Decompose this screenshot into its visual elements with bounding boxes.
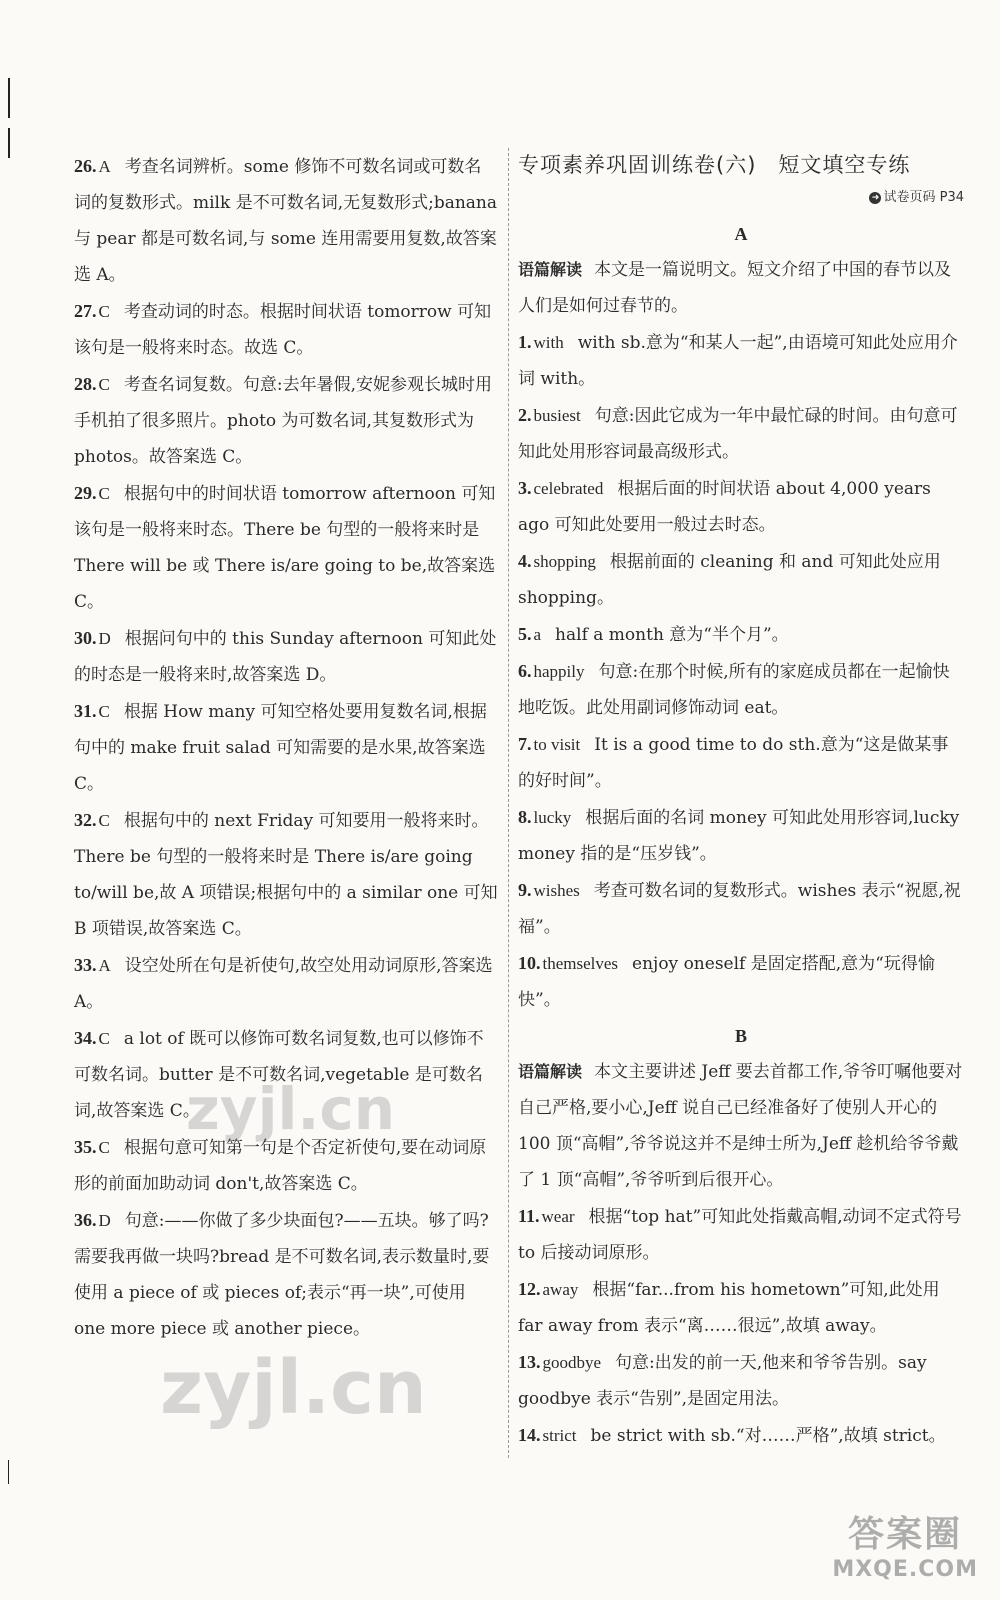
- answer-explanation: 根据“top hat”可知此处指戴高帽,动词不定式符号 to 后接动词原形。: [518, 1207, 962, 1263]
- answer-key: happily: [533, 662, 585, 681]
- answer-explanation: be strict with sb.“对……严格”,故填 strict。: [590, 1426, 946, 1446]
- answer-number: 33.: [74, 955, 97, 975]
- column-divider: [508, 148, 509, 1458]
- answer-item: [518, 799, 964, 872]
- answer-number: 2.: [518, 405, 532, 425]
- answer-key: goodbye: [542, 1353, 602, 1372]
- answer-key: A: [98, 956, 111, 975]
- answer-number: 30.: [74, 628, 97, 648]
- site-logo: [832, 1506, 978, 1582]
- answer-item: [518, 1198, 964, 1271]
- answer-number: 31.: [74, 701, 97, 721]
- scan-mark: [8, 128, 10, 158]
- answer-explanation: 句意:出发的前一天,他来和爷爷告别。say goodbye 表示“告别”,是固定用法。: [518, 1353, 927, 1409]
- answer-item: [518, 726, 964, 799]
- answer-explanation: 根据句中的时间状语 tomorrow afternoon 可知该句是一般将来时态。There be 句型的一般将来时是 There will be 或 There is/are going to be,故答案选 C。: [74, 484, 496, 612]
- answer-item: [518, 1271, 964, 1344]
- answer-number: 4.: [518, 551, 532, 571]
- answer-item: [74, 620, 498, 693]
- answer-explanation: 句意:因此它成为一年中最忙碌的时间。由句意可知此处用形容词最高级形式。: [518, 406, 958, 462]
- intro-text: 本文主要讲述 Jeff 要去首都工作,爷爷叮嘱他要对自己严格,要小心,Jeff 说自己已经准备好了使别人开心的 100 顶“高帽”,爷爷说这并不是绅士所为,Jeff 趁机给爷爷戴了 1 顶“高帽”,爷爷听到后很开心。: [518, 1062, 963, 1190]
- answer-item: [74, 366, 498, 475]
- watermark: zyjl.cn: [186, 1075, 396, 1143]
- right-column: [518, 148, 964, 1454]
- section-title: [518, 148, 964, 188]
- answer-key: away: [542, 1280, 579, 1299]
- answer-item: [74, 293, 498, 366]
- answer-explanation: 考查可数名词的复数形式。wishes 表示“祝愿,祝福”。: [518, 881, 961, 937]
- answer-number: 34.: [74, 1028, 97, 1048]
- answer-item: [518, 1417, 964, 1454]
- answer-explanation: enjoy oneself 是固定搭配,意为“玩得愉快”。: [518, 954, 935, 1010]
- answer-explanation: 根据句中的 next Friday 可知要用一般将来时。There be 句型的一般将来时是 There is/are going to/will be,故 A 项错误;根据句中的 a similar one 可知 B 项错误,故答案选 C。: [74, 811, 498, 939]
- logo-text: 答案圈: [848, 1514, 963, 1555]
- answer-number: 5.: [518, 624, 532, 644]
- answer-key: celebrated: [533, 479, 604, 498]
- answer-explanation: 考查动词的时态。根据时间状语 tomorrow 可知该句是一般将来时态。故选 C。: [74, 302, 492, 358]
- logo-url: MXQE.COM: [832, 1557, 978, 1582]
- section-title-main: 专项素养巩固训练卷(六): [518, 153, 757, 177]
- answer-key: C: [98, 1138, 110, 1157]
- answer-number: 26.: [74, 156, 97, 176]
- answer-number: 6.: [518, 661, 532, 681]
- answer-explanation: 根据后面的名词 money 可知此处用形容词,lucky money 指的是“压岁钱”。: [518, 808, 960, 864]
- answer-item: [518, 1344, 964, 1417]
- answer-item: [518, 397, 964, 470]
- intro-label: 语篇解读: [518, 260, 583, 279]
- answer-key: wear: [541, 1207, 575, 1226]
- answer-number: 29.: [74, 483, 97, 503]
- answer-number: 3.: [518, 478, 532, 498]
- answer-item: [74, 1202, 498, 1347]
- page-reference-text: 试卷页码 P34: [883, 190, 964, 205]
- answer-number: 36.: [74, 1210, 97, 1230]
- answer-item: [518, 470, 964, 543]
- answer-number: 12.: [518, 1279, 541, 1299]
- answer-key: D: [98, 629, 111, 648]
- part-a-heading: A: [734, 224, 748, 244]
- watermark: zyjl.cn: [160, 1345, 427, 1431]
- answer-key: shopping: [533, 552, 596, 571]
- answer-item: [518, 324, 964, 397]
- answer-key: A: [98, 157, 111, 176]
- answer-number: 9.: [518, 880, 532, 900]
- answer-item: [74, 693, 498, 802]
- answer-item: [518, 945, 964, 1018]
- answer-explanation: 设空处所在句是祈使句,故空处用动词原形,答案选 A。: [74, 956, 493, 1012]
- answer-number: 1.: [518, 332, 532, 352]
- answer-key: strict: [542, 1426, 577, 1445]
- answer-key: lucky: [533, 808, 572, 827]
- answer-key: D: [98, 1211, 111, 1230]
- answer-item: [74, 148, 498, 293]
- answer-number: 35.: [74, 1137, 97, 1157]
- answer-explanation: 句意:——你做了多少块面包?——五块。够了吗?需要我再做一块吗?bread 是不可数名词,表示数量时,要使用 a piece of 或 pieces of;表示“再一块”,可使用 one more piece 或 another piece。: [74, 1211, 490, 1339]
- page-reference: [518, 188, 964, 216]
- answer-explanation: a lot of 既可以修饰可数名词复数,也可以修饰不可数名词。butter 是不可数名词,vegetable 是可数名词,故答案选 C。: [74, 1029, 484, 1121]
- intro-text: 本文是一篇说明文。短文介绍了中国的春节以及人们是如何过春节的。: [518, 260, 952, 316]
- answer-key: C: [98, 1029, 110, 1048]
- answer-key: C: [98, 484, 110, 503]
- answer-explanation: 根据前面的 cleaning 和 and 可知此处应用 shopping。: [518, 552, 941, 608]
- scan-mark: [8, 78, 10, 118]
- part-b-heading: B: [734, 1026, 747, 1046]
- answer-explanation: 根据问句中的 this Sunday afternoon 可知此处的时态是一般将来时,故答案选 D。: [74, 629, 497, 685]
- answer-explanation: 根据句意可知第一句是个否定祈使句,要在动词原形的前面加助动词 don't,故答案选 C。: [74, 1138, 487, 1194]
- answer-item: [74, 475, 498, 620]
- answer-explanation: 句意:在那个时候,所有的家庭成员都在一起愉快地吃饭。此处用副词修饰动词 eat。: [518, 662, 950, 718]
- answer-key: C: [98, 302, 110, 321]
- answer-number: 11.: [518, 1206, 540, 1226]
- answer-number: 27.: [74, 301, 97, 321]
- answer-item: [74, 802, 498, 947]
- answer-item: [518, 543, 964, 616]
- answer-number: 10.: [518, 953, 541, 973]
- answer-number: 7.: [518, 734, 532, 754]
- left-column: [74, 148, 498, 1347]
- answer-explanation: 考查名词辨析。some 修饰不可数名词或可数名词的复数形式。milk 是不可数名词,无复数形式;banana 与 pear 都是可数名词,与 some 连用需要用复数,故答案选 A。: [74, 157, 498, 285]
- answer-key: C: [98, 702, 110, 721]
- arrow-right-icon: ➜: [869, 192, 881, 204]
- answer-number: 14.: [518, 1425, 541, 1445]
- part-b-answers: [518, 1198, 964, 1454]
- answer-explanation: 考查名词复数。句意:去年暑假,安妮参观长城时用手机拍了很多照片。photo 为可数名词,其复数形式为 photos。故答案选 C。: [74, 375, 492, 467]
- answer-explanation: It is a good time to do sth.意为“这是做某事的好时间”。: [518, 735, 949, 791]
- answer-item: [518, 616, 964, 653]
- answer-number: 28.: [74, 374, 97, 394]
- answer-explanation: 根据“far...from his hometown”可知,此处用 far away from 表示“离……很远”,故填 away。: [518, 1280, 940, 1336]
- section-title-sub: 短文填空专练: [778, 153, 911, 177]
- answer-key: a: [533, 625, 542, 644]
- answer-key: to visit: [533, 735, 581, 754]
- answer-explanation: 根据后面的时间状语 about 4,000 years ago 可知此处要用一般过去时态。: [518, 479, 931, 535]
- answer-explanation: 根据 How many 可知空格处要用复数名词,根据句中的 make fruit salad 可知需要的是水果,故答案选 C。: [74, 702, 487, 794]
- answer-item: [518, 653, 964, 726]
- part-a-intro: [518, 252, 964, 324]
- answer-key: busiest: [533, 406, 581, 425]
- answer-key: themselves: [542, 954, 619, 973]
- part-a-answers: [518, 324, 964, 1018]
- answer-number: 13.: [518, 1352, 541, 1372]
- answer-key: C: [98, 811, 110, 830]
- answer-item: [518, 872, 964, 945]
- answer-number: 32.: [74, 810, 97, 830]
- part-b-intro: [518, 1054, 964, 1198]
- answer-explanation: half a month 意为“半个月”。: [555, 625, 789, 645]
- answer-item: [74, 947, 498, 1020]
- answer-key: wishes: [533, 881, 580, 900]
- answer-explanation: with sb.意为“和某人一起”,由语境可知此处应用介词 with。: [518, 333, 958, 389]
- intro-label: 语篇解读: [518, 1062, 583, 1081]
- answer-key: with: [533, 333, 564, 352]
- scan-mark: [8, 1460, 9, 1484]
- answer-number: 8.: [518, 807, 532, 827]
- answer-key: C: [98, 375, 110, 394]
